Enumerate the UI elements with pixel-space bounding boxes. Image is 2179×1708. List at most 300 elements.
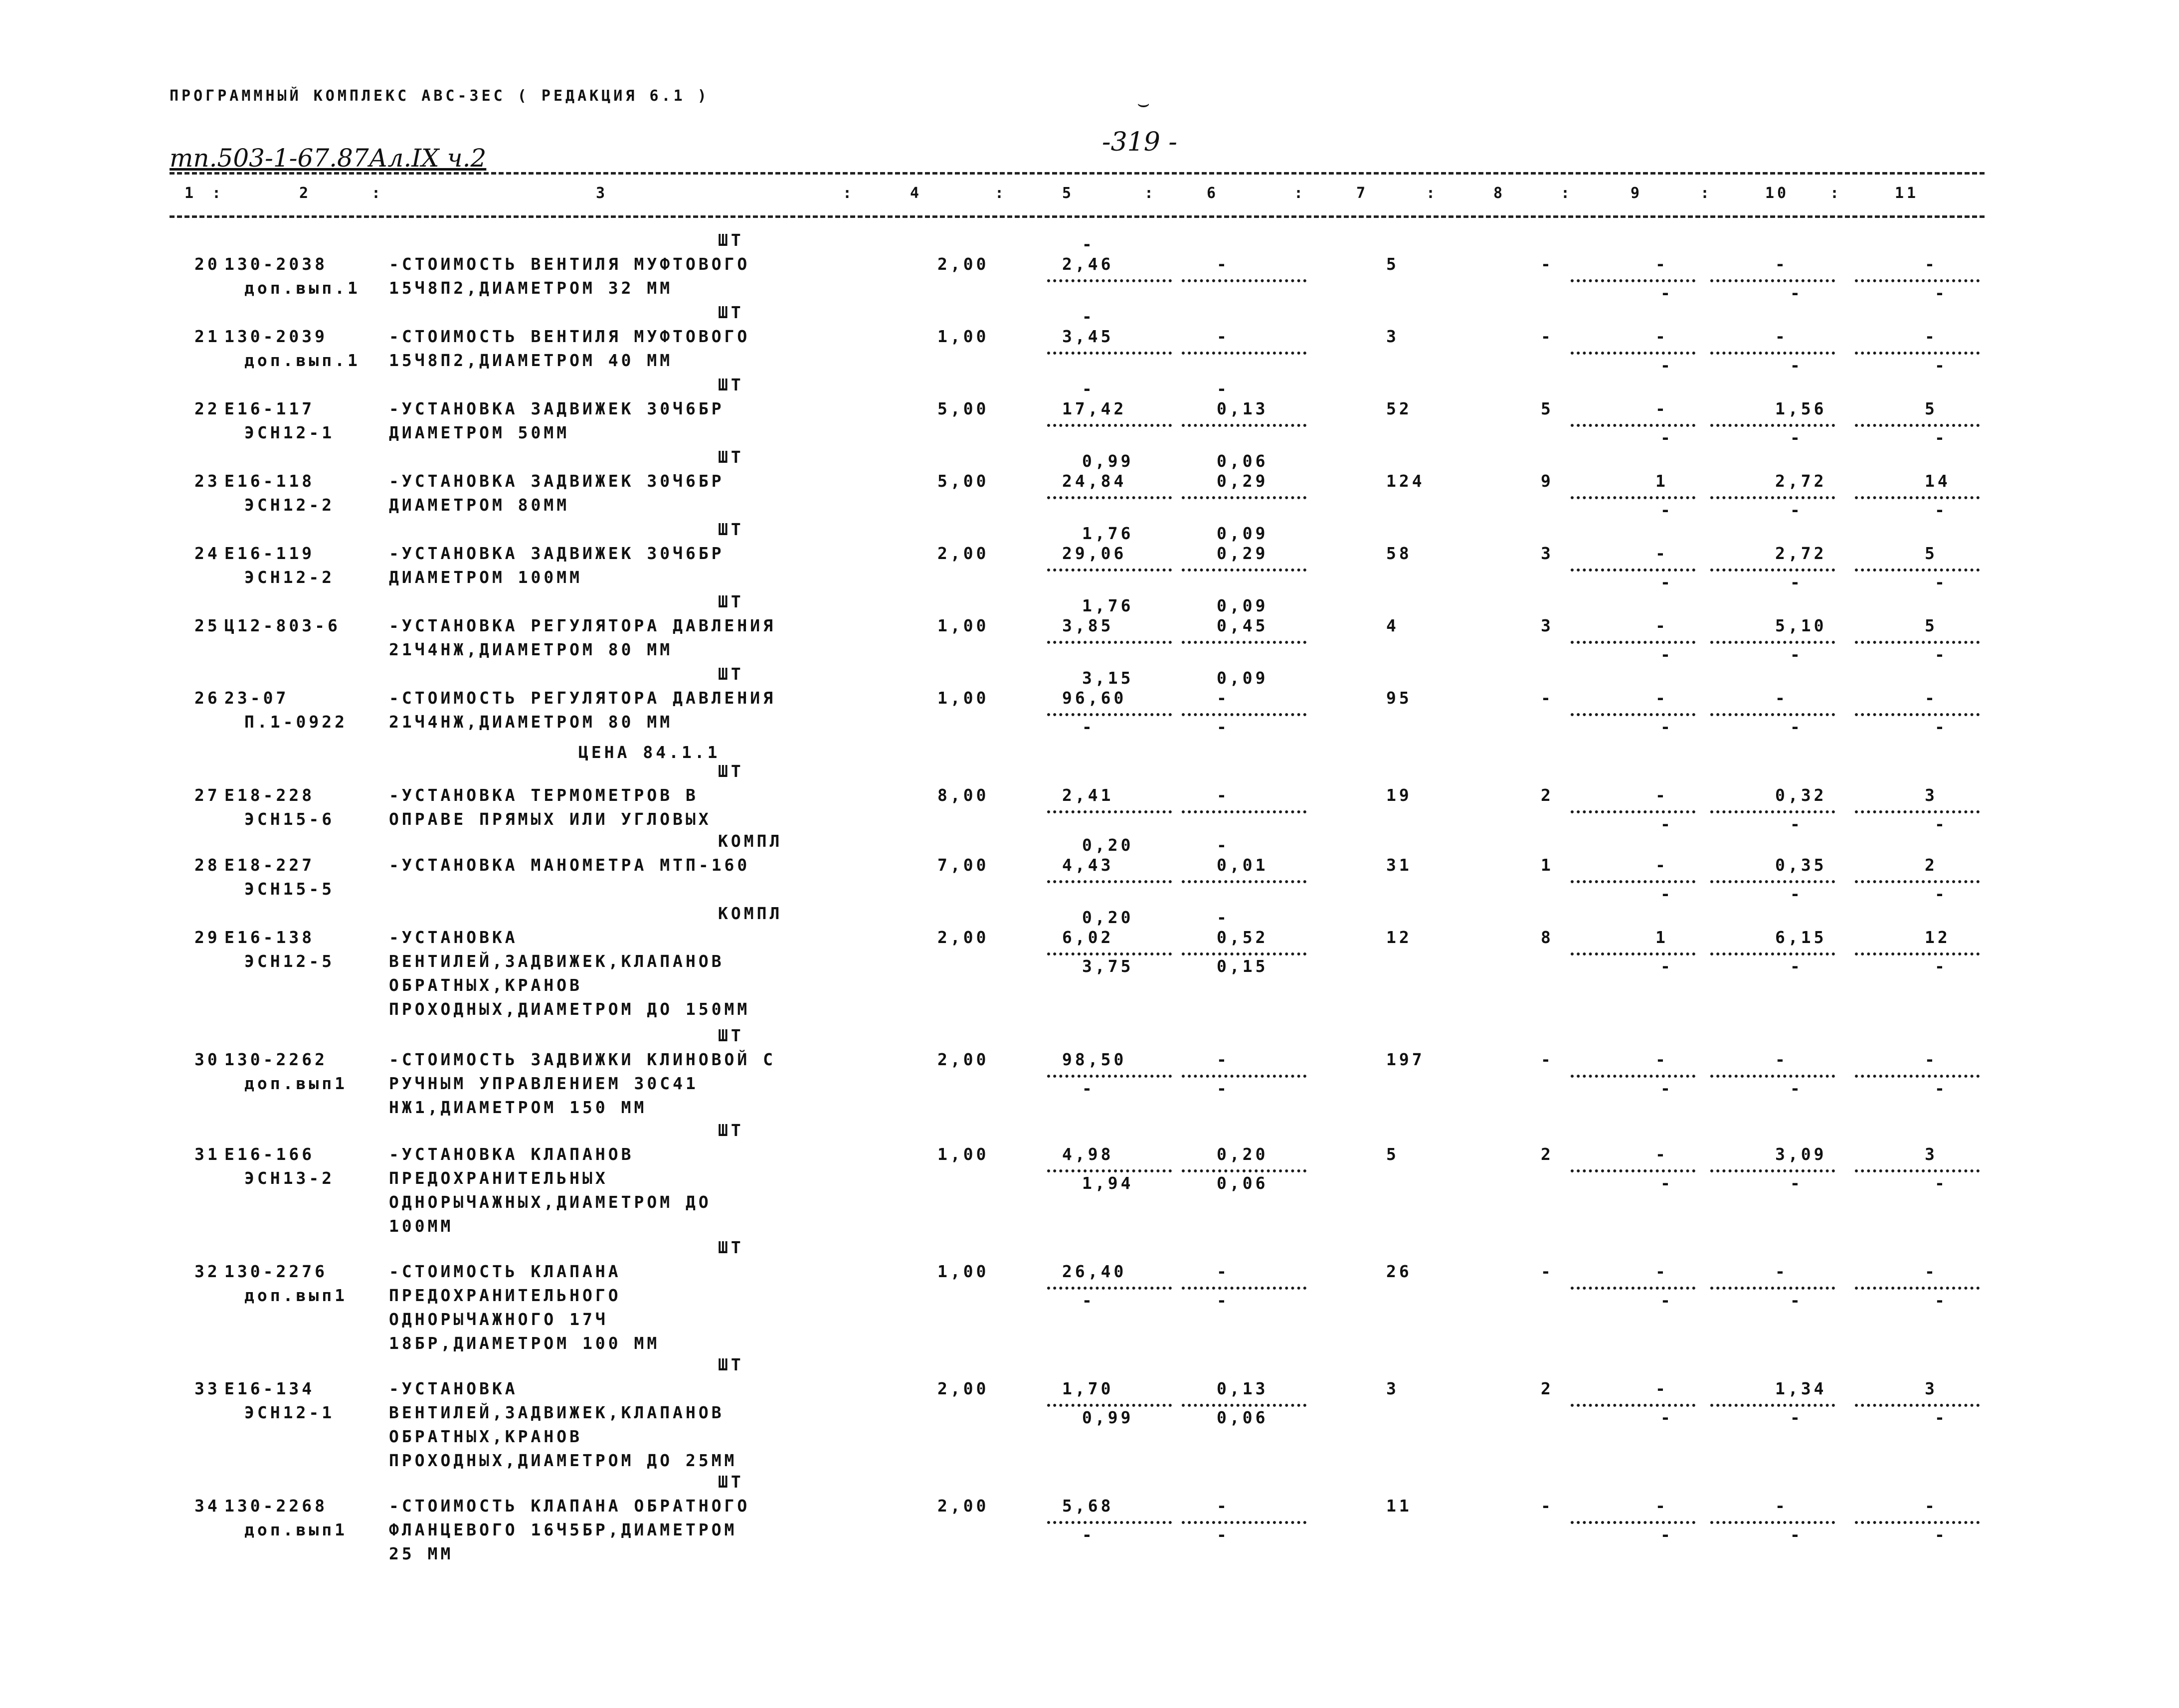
unit-label: ШТ [718, 592, 744, 611]
placeholder-dash: - [1660, 1407, 1673, 1427]
labor-hours: - [1775, 1262, 1788, 1281]
column-header-14: 8 [1493, 185, 1506, 202]
norm-source: доп.вып1 [244, 1286, 348, 1305]
cell-divider [1710, 569, 1835, 571]
wage-cost: 0,13 [1217, 399, 1269, 418]
total-wage: - [1541, 1262, 1554, 1281]
norm-code: Е16-118 [224, 471, 315, 491]
column-header-1: : [212, 185, 224, 202]
total-cost: 11 [1386, 1496, 1412, 1516]
wage-cost: 0,52 [1217, 928, 1269, 947]
work-description: -УСТАНОВКА КЛАПАНОВ [389, 1144, 634, 1164]
cell-divider [1182, 569, 1306, 571]
cell-divider [1710, 496, 1835, 499]
wage-top: 0,09 [1217, 524, 1269, 543]
labor-hours: 2,72 [1775, 544, 1827, 563]
column-header-19: : [1830, 185, 1842, 202]
placeholder-dash: - [1935, 644, 1948, 664]
cell-divider [1710, 1169, 1835, 1172]
column-header-18: 10 [1765, 185, 1790, 202]
row-number: 24 [194, 544, 220, 563]
work-description: ПРОХОДНЫХ,ДИАМЕТРОМ ДО 150ММ [389, 999, 750, 1019]
work-description: ОДНОРЫЧАЖНОГО 17Ч [389, 1310, 608, 1329]
wage-cost: 0,01 [1217, 855, 1269, 875]
row-number: 30 [194, 1050, 220, 1069]
total-cost: 5 [1386, 254, 1399, 274]
column-11-value: - [1925, 327, 1938, 346]
unit-label: ШТ [718, 761, 744, 781]
column-header-3: : [371, 185, 384, 202]
labor-hours: 0,35 [1775, 855, 1827, 875]
norm-source: доп.вып1 [244, 1520, 348, 1539]
column-header-15: : [1561, 185, 1573, 202]
norm-source: ЭСН12-1 [244, 423, 335, 442]
unit-cost: 1,70 [1062, 1379, 1114, 1398]
unit-cost: 29,06 [1062, 544, 1127, 563]
work-description: ОДНОРЫЧАЖНЫХ,ДИАМЕТРОМ ДО [389, 1192, 712, 1212]
work-description: ФЛАНЦЕВОГО 16Ч5БР,ДИАМЕТРОМ [389, 1520, 737, 1539]
cell-divider [1855, 352, 1980, 355]
work-description: ПРЕДОХРАНИТЕЛЬНЫХ [389, 1168, 608, 1188]
cell-divider [1571, 952, 1695, 955]
cost-top: - [1082, 234, 1095, 254]
cell-divider [1710, 1521, 1835, 1524]
quantity: 8,00 [937, 785, 989, 805]
column-header-10: 6 [1207, 185, 1219, 202]
column-9-value: 1 [1655, 928, 1668, 947]
work-description: -УСТАНОВКА ЗАДВИЖЕК 30Ч6БР [389, 399, 725, 418]
column-header-5: : [843, 185, 855, 202]
placeholder-dash: - [1935, 427, 1948, 447]
placeholder-dash: - [1660, 500, 1673, 520]
wage-top: 0,09 [1217, 668, 1269, 688]
cell-divider [1855, 810, 1980, 813]
cell-divider [1710, 713, 1835, 716]
placeholder-dash: - [1660, 1524, 1673, 1544]
work-description: -СТОИМОСТЬ РЕГУЛЯТОРА ДАВЛЕНИЯ [389, 688, 776, 708]
quantity: 2,00 [937, 1050, 989, 1069]
placeholder-dash: - [1660, 814, 1673, 834]
total-cost: 5 [1386, 1144, 1399, 1164]
cell-divider [1571, 1404, 1695, 1407]
column-9-value: 1 [1655, 471, 1668, 491]
placeholder-dash: - [1790, 572, 1803, 592]
unit-label: ШТ [718, 1238, 744, 1257]
norm-code: 130-2276 [224, 1262, 328, 1281]
row-number: 25 [194, 616, 220, 635]
work-description: ПРЕДОХРАНИТЕЛЬНОГО [389, 1286, 621, 1305]
work-description: 15Ч8П2,ДИАМЕТРОМ 32 ММ [389, 278, 673, 298]
work-description: 25 ММ [389, 1544, 454, 1563]
cell-divider [1710, 1287, 1835, 1290]
column-header-7: : [995, 185, 1007, 202]
cell-divider [1855, 1521, 1980, 1524]
placeholder-dash: - [1660, 644, 1673, 664]
unit-label: ШТ [718, 664, 744, 684]
work-description: ДИАМЕТРОМ 80ММ [389, 495, 570, 515]
work-description: -СТОИМОСТЬ КЛАПАНА [389, 1262, 621, 1281]
total-cost: 52 [1386, 399, 1412, 418]
norm-code: 130-2039 [224, 327, 328, 346]
total-cost: 4 [1386, 616, 1399, 635]
placeholder-dash: - [1790, 644, 1803, 664]
column-header-8: 5 [1062, 185, 1075, 202]
unit-cost: 17,42 [1062, 399, 1127, 418]
work-description: -УСТАНОВКА [389, 1379, 518, 1398]
row-number: 21 [194, 327, 220, 346]
placeholder-dash: - [1660, 1290, 1673, 1310]
cell-divider [1571, 713, 1695, 716]
cell-divider [1182, 713, 1306, 716]
placeholder-dash: - [1790, 956, 1803, 976]
norm-code: Е16-134 [224, 1379, 315, 1398]
cell-divider [1710, 810, 1835, 813]
norm-code: Е18-227 [224, 855, 315, 875]
total-wage: - [1541, 327, 1554, 346]
cost-bottom: 0,99 [1082, 1407, 1134, 1427]
total-cost: 197 [1386, 1050, 1425, 1069]
total-wage: - [1541, 254, 1554, 274]
placeholder-dash: - [1660, 717, 1673, 737]
cell-divider [1182, 352, 1306, 355]
wage-cost: - [1217, 1496, 1230, 1516]
cell-divider [1571, 1075, 1695, 1078]
cell-divider [1047, 1075, 1172, 1078]
norm-code: 23-07 [224, 688, 289, 708]
cell-divider [1855, 1075, 1980, 1078]
wage-bottom: - [1217, 1290, 1230, 1310]
column-header-13: : [1426, 185, 1439, 202]
cell-divider [1571, 496, 1695, 499]
cost-top: 1,76 [1082, 524, 1134, 543]
column-9-value: - [1655, 399, 1668, 418]
quantity: 1,00 [937, 688, 989, 708]
cell-divider [1855, 1169, 1980, 1172]
cell-divider [1710, 424, 1835, 427]
total-wage: 5 [1541, 399, 1554, 418]
cell-divider [1047, 1287, 1172, 1290]
cost-top: - [1082, 379, 1095, 398]
row-number: 22 [194, 399, 220, 418]
cost-top: - [1082, 307, 1095, 326]
labor-hours: 1,56 [1775, 399, 1827, 418]
unit-label: ШТ [718, 447, 744, 467]
placeholder-dash: - [1790, 1524, 1803, 1544]
cost-top: 0,99 [1082, 451, 1134, 471]
total-wage: - [1541, 1050, 1554, 1069]
work-description: НЖ1,ДИАМЕТРОМ 150 ММ [389, 1098, 647, 1117]
unit-cost: 4,43 [1062, 855, 1114, 875]
column-9-value: - [1655, 1379, 1668, 1398]
labor-hours: 0,32 [1775, 785, 1827, 805]
total-wage: 2 [1541, 1144, 1554, 1164]
cell-divider [1710, 1075, 1835, 1078]
wage-bottom: - [1217, 1524, 1230, 1544]
quantity: 2,00 [937, 1496, 989, 1516]
cell-divider [1182, 1521, 1306, 1524]
unit-cost: 6,02 [1062, 928, 1114, 947]
header-rule-top [170, 172, 1985, 175]
norm-source: ЭСН12-1 [244, 1403, 335, 1422]
norm-code: 130-2268 [224, 1496, 328, 1516]
cell-divider [1047, 713, 1172, 716]
cell-divider [1047, 1404, 1172, 1407]
placeholder-dash: - [1790, 717, 1803, 737]
placeholder-dash: - [1790, 1078, 1803, 1098]
placeholder-dash: - [1790, 283, 1803, 303]
cell-divider [1182, 1404, 1306, 1407]
placeholder-dash: - [1935, 1290, 1948, 1310]
quantity: 2,00 [937, 1379, 989, 1398]
unit-label: ШТ [718, 375, 744, 394]
column-header-12: 7 [1356, 185, 1369, 202]
placeholder-dash: - [1790, 1290, 1803, 1310]
row-number: 32 [194, 1262, 220, 1281]
labor-hours: 2,72 [1775, 471, 1827, 491]
cost-top: 3,15 [1082, 668, 1134, 688]
row-number: 27 [194, 785, 220, 805]
total-cost: 3 [1386, 327, 1399, 346]
placeholder-dash: - [1660, 1173, 1673, 1193]
placeholder-dash: - [1790, 1407, 1803, 1427]
quantity: 5,00 [937, 471, 989, 491]
total-cost: 3 [1386, 1379, 1399, 1398]
cell-divider [1047, 641, 1172, 644]
wage-cost: - [1217, 1262, 1230, 1281]
wage-top: 0,09 [1217, 596, 1269, 615]
cell-divider [1710, 279, 1835, 282]
column-header-17: : [1700, 185, 1713, 202]
cell-divider [1047, 496, 1172, 499]
cell-divider [1047, 424, 1172, 427]
cell-divider [1855, 1287, 1980, 1290]
labor-hours: 1,34 [1775, 1379, 1827, 1398]
cost-bottom: - [1082, 1524, 1095, 1544]
column-11-value: 3 [1925, 1144, 1938, 1164]
cell-divider [1710, 880, 1835, 883]
column-header-9: : [1144, 185, 1157, 202]
column-11-value: - [1925, 688, 1938, 708]
norm-source: ЭСН15-6 [244, 809, 335, 829]
unit-label: КОМПЛ [718, 831, 783, 851]
placeholder-dash: - [1790, 427, 1803, 447]
wage-bottom: 0,06 [1217, 1173, 1269, 1193]
norm-source: доп.вып.1 [244, 351, 361, 370]
cell-divider [1182, 641, 1306, 644]
work-description: 21Ч4НЖ,ДИАМЕТРОМ 80 ММ [389, 712, 673, 732]
work-description: -УСТАНОВКА ЗАДВИЖЕК 30Ч6БР [389, 544, 725, 563]
row-number: 31 [194, 1144, 220, 1164]
wage-cost: - [1217, 254, 1230, 274]
work-description: РУЧНЫМ УПРАВЛЕНИЕМ 30С41 [389, 1074, 699, 1093]
work-description: ДИАМЕТРОМ 50ММ [389, 423, 570, 442]
wage-cost: 0,45 [1217, 616, 1269, 635]
column-11-value: 5 [1925, 544, 1938, 563]
column-9-value: - [1655, 1262, 1668, 1281]
cell-divider [1182, 810, 1306, 813]
work-description: ОБРАТНЫХ,КРАНОВ [389, 975, 583, 995]
norm-code: 130-2262 [224, 1050, 328, 1069]
placeholder-dash: - [1660, 956, 1673, 976]
norm-source: П.1-0922 [244, 712, 348, 732]
norm-code: Е16-117 [224, 399, 315, 418]
cell-divider [1855, 1404, 1980, 1407]
cell-divider [1855, 880, 1980, 883]
wage-cost: 0,20 [1217, 1144, 1269, 1164]
cell-divider [1571, 1169, 1695, 1172]
labor-hours: 5,10 [1775, 616, 1827, 635]
placeholder-dash: - [1660, 1078, 1673, 1098]
work-description: 18БР,ДИАМЕТРОМ 100 ММ [389, 1333, 660, 1353]
norm-code: Е16-138 [224, 928, 315, 947]
cell-divider [1855, 496, 1980, 499]
work-description: -СТОИМОСТЬ ВЕНТИЛЯ МУФТОВОГО [389, 254, 750, 274]
cost-bottom: - [1082, 1078, 1095, 1098]
column-9-value: - [1655, 785, 1668, 805]
cell-divider [1855, 952, 1980, 955]
wage-bottom: 0,06 [1217, 1407, 1269, 1427]
cell-divider [1047, 1169, 1172, 1172]
placeholder-dash: - [1935, 717, 1948, 737]
cell-divider [1182, 952, 1306, 955]
cell-divider [1571, 424, 1695, 427]
wage-top: - [1217, 379, 1230, 398]
placeholder-dash: - [1790, 500, 1803, 520]
wage-top: - [1217, 908, 1230, 927]
cost-top: 0,20 [1082, 835, 1134, 855]
column-header-11: : [1294, 185, 1306, 202]
unit-cost: 26,40 [1062, 1262, 1127, 1281]
column-header-4: 3 [596, 185, 608, 202]
cell-divider [1571, 1521, 1695, 1524]
placeholder-dash: - [1935, 283, 1948, 303]
row-number: 33 [194, 1379, 220, 1398]
cell-divider [1047, 810, 1172, 813]
norm-code: 130-2038 [224, 254, 328, 274]
column-11-value: - [1925, 1496, 1938, 1516]
cell-divider [1047, 952, 1172, 955]
placeholder-dash: - [1790, 355, 1803, 375]
column-11-value: - [1925, 1262, 1938, 1281]
norm-source: ЭСН15-5 [244, 879, 335, 899]
placeholder-dash: - [1935, 884, 1948, 904]
placeholder-dash: - [1660, 283, 1673, 303]
page-mark: ⌣ [1137, 92, 1150, 115]
work-description: ОБРАТНЫХ,КРАНОВ [389, 1427, 583, 1446]
cell-divider [1571, 352, 1695, 355]
cell-divider [1047, 569, 1172, 571]
wage-top: 0,06 [1217, 451, 1269, 471]
row-number: 20 [194, 254, 220, 274]
total-cost: 124 [1386, 471, 1425, 491]
wage-cost: 0,13 [1217, 1379, 1269, 1398]
cell-divider [1571, 569, 1695, 571]
work-description: ДИАМЕТРОМ 100ММ [389, 568, 583, 587]
cost-top: 0,20 [1082, 908, 1134, 927]
cell-divider [1182, 1287, 1306, 1290]
norm-source: доп.вып.1 [244, 278, 361, 298]
total-wage: - [1541, 1496, 1554, 1516]
cell-divider [1182, 424, 1306, 427]
work-description: 21Ч4НЖ,ДИАМЕТРОМ 80 ММ [389, 640, 673, 659]
total-wage: 8 [1541, 928, 1554, 947]
column-11-value: 14 [1925, 471, 1951, 491]
row-number: 29 [194, 928, 220, 947]
cell-divider [1182, 1169, 1306, 1172]
labor-hours: 6,15 [1775, 928, 1827, 947]
placeholder-dash: - [1935, 355, 1948, 375]
quantity: 2,00 [937, 928, 989, 947]
unit-label: ШТ [718, 520, 744, 539]
work-description: -СТОИМОСТЬ ЗАДВИЖКИ КЛИНОВОЙ С [389, 1050, 776, 1069]
column-11-value: - [1925, 1050, 1938, 1069]
unit-cost: 5,68 [1062, 1496, 1114, 1516]
placeholder-dash: - [1935, 956, 1948, 976]
column-11-value: 5 [1925, 616, 1938, 635]
placeholder-dash: - [1660, 355, 1673, 375]
wage-bottom: - [1217, 1078, 1230, 1098]
labor-hours: - [1775, 1050, 1788, 1069]
wage-cost: - [1217, 327, 1230, 346]
wage-cost: 0,29 [1217, 471, 1269, 491]
cell-divider [1182, 279, 1306, 282]
work-description: -УСТАНОВКА ЗАДВИЖЕК 30Ч6БР [389, 471, 725, 491]
placeholder-dash: - [1790, 814, 1803, 834]
norm-source: ЭСН12-2 [244, 568, 335, 587]
cost-bottom: 3,75 [1082, 956, 1134, 976]
norm-code: Е16-166 [224, 1144, 315, 1164]
page-number: -319 - [1102, 127, 1177, 157]
total-wage: 9 [1541, 471, 1554, 491]
placeholder-dash: - [1935, 572, 1948, 592]
column-11-value: 3 [1925, 1379, 1938, 1398]
column-9-value: - [1655, 1144, 1668, 1164]
cost-bottom: - [1082, 717, 1095, 737]
total-wage: 2 [1541, 1379, 1554, 1398]
cell-divider [1571, 880, 1695, 883]
placeholder-dash: - [1935, 1173, 1948, 1193]
wage-cost: - [1217, 785, 1230, 805]
norm-source: ЭСН12-5 [244, 951, 335, 971]
column-9-value: - [1655, 254, 1668, 274]
cell-divider [1855, 641, 1980, 644]
work-description: -УСТАНОВКА МАНОМЕТРА МТП-160 [389, 855, 750, 875]
work-description: ПРОХОДНЫХ,ДИАМЕТРОМ ДО 25ММ [389, 1451, 737, 1470]
cell-divider [1182, 1075, 1306, 1078]
unit-cost: 2,46 [1062, 254, 1114, 274]
row-number: 28 [194, 855, 220, 875]
wage-top: - [1217, 835, 1230, 855]
quantity: 1,00 [937, 327, 989, 346]
cell-divider [1047, 880, 1172, 883]
cell-divider [1571, 641, 1695, 644]
norm-source: ЭСН12-2 [244, 495, 335, 515]
cell-divider [1047, 1521, 1172, 1524]
cell-divider [1182, 880, 1306, 883]
wage-cost: - [1217, 688, 1230, 708]
cell-divider [1571, 810, 1695, 813]
cell-divider [1855, 279, 1980, 282]
unit-label: ШТ [718, 1472, 744, 1492]
quantity: 2,00 [937, 544, 989, 563]
column-9-value: - [1655, 327, 1668, 346]
work-description: -УСТАНОВКА [389, 928, 518, 947]
wage-bottom: 0,15 [1217, 956, 1269, 976]
work-description: 100ММ [389, 1216, 454, 1236]
placeholder-dash: - [1935, 1407, 1948, 1427]
labor-hours: - [1775, 1496, 1788, 1516]
unit-label: ШТ [718, 1355, 744, 1374]
